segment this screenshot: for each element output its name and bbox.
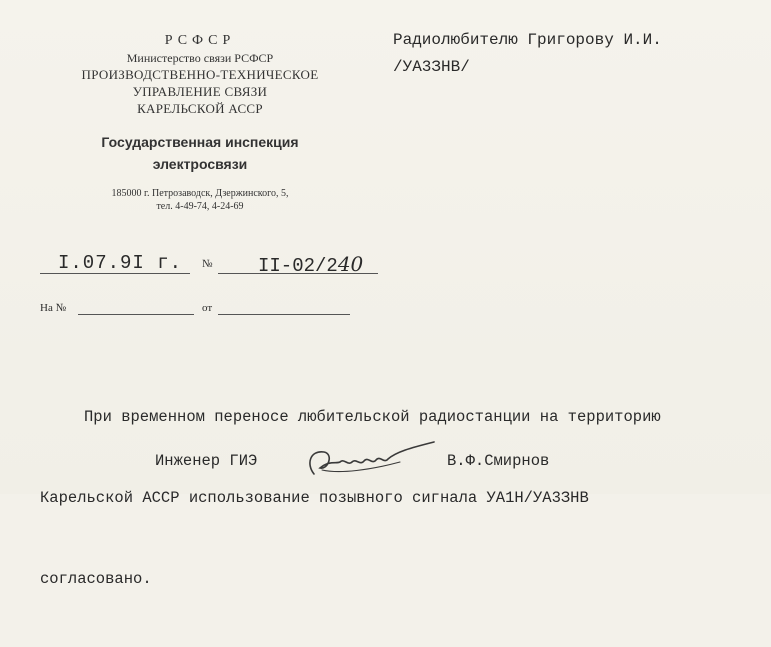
- in-reply-label: На №: [40, 302, 67, 314]
- signoff-title: Инженер ГИЭ: [155, 452, 258, 470]
- letterhead-republic: РСФСР: [164, 33, 236, 48]
- reference-number-handwritten: 40: [337, 252, 364, 276]
- in-reply-underline: [78, 314, 194, 315]
- recipient-line2: /УА3ЗНВ/: [393, 58, 470, 76]
- letterhead-inspection-line2: электросвязи: [152, 156, 248, 172]
- letterhead-dept-line2: УПРАВЛЕНИЕ СВЯЗИ: [132, 84, 268, 99]
- reference-number-typed: II-02/2: [258, 255, 338, 277]
- recipient-line1: Радиолюбителю Григорову И.И.: [393, 31, 662, 49]
- in-reply-row: [40, 300, 380, 320]
- reference-date: I.07.9I г.: [58, 252, 183, 274]
- body-text: [40, 350, 771, 647]
- letterhead-ministry: Министерство связи РСФСР: [126, 51, 274, 65]
- letterhead: [30, 32, 370, 213]
- body-line2: Карельской АССР использование позывного сигнала УА1Н/УА3ЗНВ: [40, 489, 589, 507]
- body-line3: согласовано.: [40, 570, 152, 588]
- signoff-row: [155, 440, 755, 480]
- letterhead-address: [30, 187, 370, 213]
- letterhead-address-line1: 185000 г. Петрозаводск, Дзержинского, 5,: [111, 188, 289, 199]
- letterhead-inspection: [30, 131, 370, 175]
- reference-number-label: №: [202, 258, 213, 270]
- reference-row: [40, 250, 380, 278]
- body-line1: При временном переносе любительской радиостанции на территорию: [84, 408, 661, 426]
- letterhead-address-line2: тел. 4-49-74, 4-24-69: [156, 201, 244, 212]
- recipient-block: [393, 27, 662, 81]
- letterhead-inspection-line1: Государственная инспекция: [101, 134, 299, 150]
- reference-number: [258, 252, 363, 277]
- signoff-name: В.Ф.Смирнов: [447, 452, 550, 470]
- handwritten-signature: [300, 434, 440, 482]
- from-underline: [218, 314, 350, 315]
- from-label: от: [202, 302, 213, 314]
- letterhead-dept-line1: ПРОИЗВОДСТВЕННО-ТЕХНИЧЕСКОЕ: [81, 67, 319, 82]
- letterhead-dept-line3: КАРЕЛЬСКОЙ АССР: [137, 101, 263, 116]
